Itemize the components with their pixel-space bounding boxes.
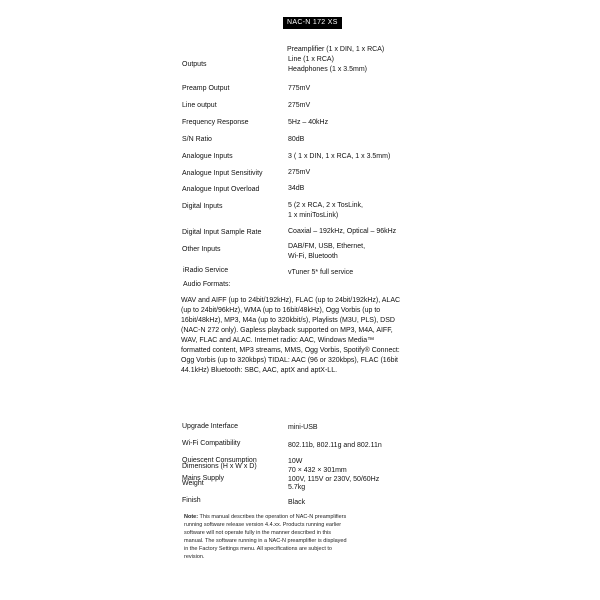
spec-label-dimensions: Dimensions (H x W x D) bbox=[182, 463, 257, 470]
spec-label-line-output: Line output bbox=[182, 102, 217, 109]
note-line-2: running software release version 4.4.xx. Products running earlier bbox=[184, 522, 342, 528]
spec-value-wifi-compatibility: 802.11b, 802.11g and 802.11n bbox=[288, 442, 382, 449]
spec-value-analogue-input-overload: 34dB bbox=[288, 185, 305, 192]
note-line-5: in the Factory Settings menu. All specifications are subject to bbox=[184, 546, 332, 552]
spec-label-mains-supply: Mains Supply bbox=[182, 475, 225, 482]
spec-label-preamp-output: Preamp Output bbox=[182, 85, 230, 92]
spec-value-sn-ratio: 80dB bbox=[288, 136, 305, 143]
spec-label-digital-input-sample-rate: Digital Input Sample Rate bbox=[182, 229, 262, 236]
spec-label-sn-ratio: S/N Ratio bbox=[182, 136, 212, 143]
spec-label-digital-inputs: Digital Inputs bbox=[182, 203, 223, 210]
spec-label-analogue-input-overload: Analogue Input Overload bbox=[182, 186, 260, 193]
model-title: NAC-N 172 XS bbox=[283, 17, 342, 29]
spec-value-weight: 5.7kg bbox=[288, 484, 306, 491]
spec-value-analogue-inputs: 3 ( 1 x DIN, 1 x RCA, 1 x 3.5mm) bbox=[288, 153, 391, 160]
spec-label-quiescent-consumption: Quiescent Consumption bbox=[182, 457, 257, 464]
footnote bbox=[184, 513, 414, 561]
spec-label-wifi-compatibility: Wi-Fi Compatibility bbox=[182, 440, 241, 447]
spec-label-outputs: Outputs bbox=[182, 61, 207, 68]
spec-value-frequency-response: 5Hz – 40kHz bbox=[288, 119, 329, 126]
spec-value-analogue-input-sensitivity: 275mV bbox=[288, 169, 311, 176]
audio-formats-text: WAV and AIFF (up to 24bit/192kHz), FLAC (up to 24bit/192kHz), ALAC (up to 24bit/96kHz), WMA (up to 16bit/48kHz), Ogg Vorbis (up to 16bit/48kHz), MP3, M4a (up to 320kbit/s), Playlists (M3U, PLS), DSD (NAC-N 272 only). Gapless playback supported on MP3, M4A, AIFF, WAV, FLAC and ALAC. Internet radio: AAC, Windows Media™ formatted content, MP3 streams, MMS, Ogg Vorbis, Spotify® Connect: Ogg Vorbis (up to 320kbps) TIDAL: AAC (96 or 320kbps), FLAC (16bit 44.1kHz) Bluetooth: SBC, AAC, aptX and aptX-LL. bbox=[181, 297, 401, 374]
spec-label-other-inputs: Other Inputs bbox=[182, 246, 221, 253]
spec-label-frequency-response: Frequency Response bbox=[182, 119, 249, 126]
spec-value-other-inputs: DAB/FM, USB, Ethernet, Wi-Fi, Bluetooth bbox=[288, 243, 366, 260]
spec-value-iradio-service: vTuner 5* full service bbox=[288, 269, 354, 276]
note-line-3: software will not operate fully in the manner described in this bbox=[184, 530, 332, 536]
spec-value-digital-input-sample-rate: Coaxial – 192kHz, Optical – 96kHz bbox=[288, 228, 397, 235]
note-line-4: manual. The software running in a NAC-N preamplifier is displayed bbox=[184, 538, 347, 544]
spec-value-line-output: 275mV bbox=[288, 102, 311, 109]
spec-value-digital-inputs: 5 (2 x RCA, 2 x TosLink, 1 x miniTosLink) bbox=[288, 202, 363, 219]
spec-value-dimensions: 70 × 432 × 301mm bbox=[288, 467, 347, 474]
spec-value-preamp-output: 775mV bbox=[288, 85, 311, 92]
note-line-6: revision. bbox=[184, 554, 205, 560]
spec-label-analogue-input-sensitivity: Analogue Input Sensitivity bbox=[182, 170, 263, 177]
spec-value-quiescent-consumption: 10W bbox=[288, 458, 303, 465]
spec-label-finish: Finish bbox=[182, 497, 201, 504]
spec-label-analogue-inputs: Analogue Inputs bbox=[182, 153, 233, 160]
spec-label-weight: Weight bbox=[182, 480, 204, 487]
audio-formats-label: Audio Formats: bbox=[183, 281, 231, 288]
spec-value-upgrade-interface: mini-USB bbox=[288, 424, 318, 431]
note-line-1: This manual describes the operation of NAC-N preamplifiers bbox=[198, 514, 347, 520]
spec-value-finish: Black bbox=[288, 499, 306, 506]
spec-value-mains-supply: 100V, 115V or 230V, 50/60Hz bbox=[288, 476, 380, 483]
spec-label-upgrade-interface: Upgrade Interface bbox=[182, 423, 239, 430]
spec-label-iradio-service: iRadio Service bbox=[183, 267, 229, 274]
spec-value-outputs: Preamplifier (1 x DIN, 1 x RCA) Line (1 x RCA) Headphones (1 x 3.5mm) bbox=[287, 46, 385, 73]
note-lead: Note: bbox=[184, 514, 199, 520]
